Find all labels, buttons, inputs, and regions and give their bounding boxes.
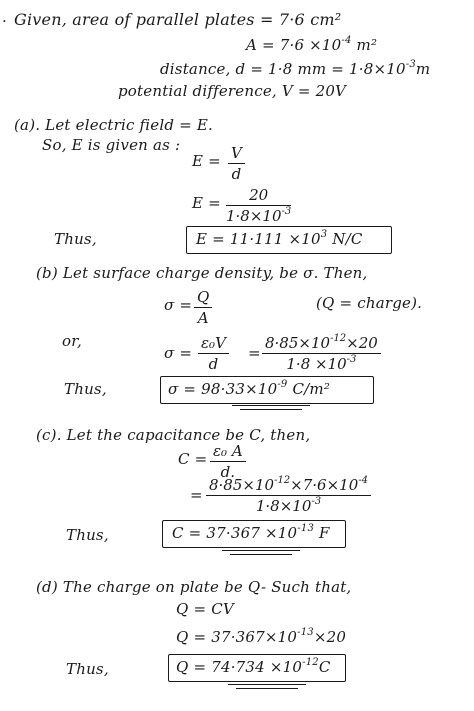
part-d-result: $Q = 74\cdot 734 \times 10^{-12}C$ [176, 657, 331, 676]
part-a-eq1-fraction: $\frac{V}{d}$ [228, 146, 245, 182]
part-a-eq2-lhs: E = [192, 194, 221, 212]
part-c-underline-1 [222, 550, 300, 551]
given-distance: distance, d = 1·8 mm = $1\cdot 8\times 10^{-3}m$ [160, 59, 431, 78]
part-a-intro-2: So, E is given as : [42, 136, 181, 154]
part-c-underline-2 [230, 554, 292, 555]
given-area: Given, area of parallel plates = 7·6 cm² [14, 10, 342, 29]
part-a-eq2-fraction: $\frac{20}{1\cdot 8\times 10^{-3}}$ [226, 186, 292, 225]
part-c-thus: Thus, [66, 526, 109, 544]
part-a-thus: Thus, [54, 230, 97, 248]
part-c-eq1-lhs: C = [178, 450, 208, 468]
part-b-underline-2 [240, 409, 302, 410]
part-b-eq2-fraction: $\frac{\text{ε₀V}}{d}$ [198, 336, 229, 372]
part-b-result: $\sigma = 98\cdot 33\times 10^{-9}$ C/m² [168, 379, 331, 398]
given-potential: potential difference, V = 20V [118, 82, 347, 100]
part-b-eq1-fraction: $\frac{Q}{A}$ [194, 290, 212, 326]
part-c-eq2-equals: = [190, 486, 203, 504]
part-c-result: $C = 37\cdot 367 \times 10^{-13}$ F [172, 523, 330, 542]
part-b-intro: (b) Let surface charge density, be σ. Then, [36, 264, 368, 282]
part-d-eq1: Q = CV [176, 600, 234, 618]
part-b-eq2-lhs: σ = [164, 344, 193, 362]
part-d-eq2: $Q = 37\cdot 367\times 10^{-13}\times 20$ [176, 627, 347, 646]
part-b-thus: Thus, [64, 380, 107, 398]
part-d-thus: Thus, [66, 660, 109, 678]
part-c-eq1-fraction: $\frac{\text{ε₀ A}}{d.}$ [210, 444, 246, 480]
part-d-intro: (d) The charge on plate be Q- Such that, [36, 578, 352, 596]
part-b-or: or, [62, 332, 82, 350]
given-area-si: $A = 7\cdot 6 \times 10^{-4}$ m² [246, 35, 378, 54]
part-b-eq1-lhs: σ = [164, 296, 193, 314]
part-c-intro: (c). Let the capacitance be C, then, [36, 426, 311, 444]
part-a-intro: (a). Let electric field = E. [14, 116, 213, 134]
bullet-marker: . [2, 8, 7, 26]
part-b-underline-1 [232, 405, 310, 406]
part-b-eq2-numeric-fraction: $\frac{8\cdot 85\times 10^{-12}\times 20}{1\cdot 8 \times 10^{-3}}$ [262, 336, 381, 372]
part-a-result: $E = 11\cdot 111 \times 10^3$ N/C [196, 229, 363, 248]
part-d-underline-1 [228, 684, 306, 685]
part-c-eq2-fraction: $\frac{8\cdot 85\times 10^{-12}\times 7\cdot 6\times 10^{-4}}{1\cdot 8\times 10^{-3}}$ [206, 478, 371, 514]
part-d-underline-2 [236, 688, 298, 689]
part-a-eq1-lhs: E = [192, 152, 221, 170]
part-b-eq2-equals: = [248, 344, 261, 362]
part-b-note: (Q = charge). [316, 294, 423, 312]
